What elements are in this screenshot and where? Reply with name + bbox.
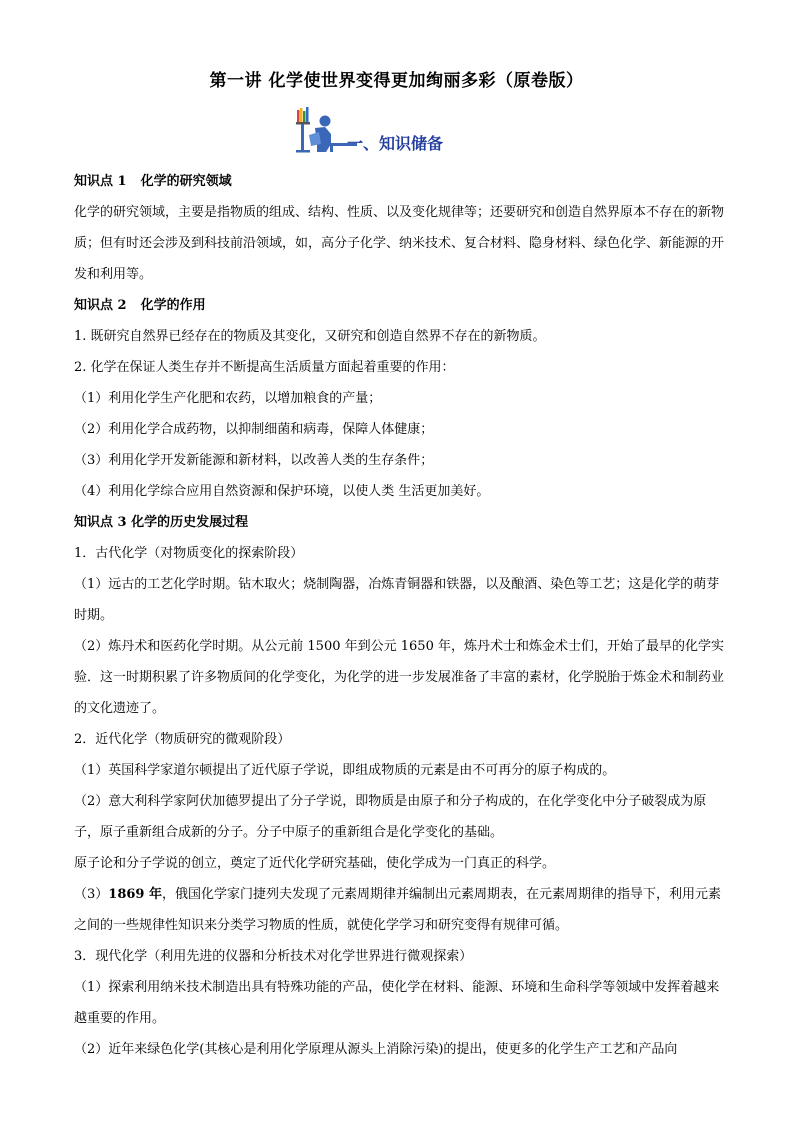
kp3-year: 1869 年 <box>108 887 162 902</box>
kp3-paragraph: （2）意大利科学家阿伏加德罗提出了分子学说，即物质是由原子和分子构成的，在化学变化中分子破裂成为原子，原子重新组合成新的分子。分子中原子的重新组合是化学变化的基础。 <box>74 794 707 840</box>
kp2-number: 知识点 2 <box>74 298 127 313</box>
kp3-paragraph: 1．古代化学（对物质变化的探索阶段） <box>74 546 304 561</box>
kp2-title: 化学的作用 <box>140 298 206 313</box>
section-label: 一、知识储备 <box>347 134 444 153</box>
kp3-paragraph: 2．近代化学（物质研究的微观阶段） <box>74 732 291 747</box>
kp3-p8-prefix: （3） <box>74 887 109 902</box>
kp3-p8-text: ，俄国化学家门捷列夫发现了元素周期律并编制出元素周期表，在元素周期律的指导下，利用元素之间的一些规律性知识来分类学习物质的性质，就使化学学习和研究变得有规律可循。 <box>74 887 722 933</box>
knowledge-point-3-heading: 知识点 3 化学的历史发展过程 <box>74 515 249 530</box>
kp3-paragraph: （1）英国科学家道尔顿提出了近代原子学说，即组成物质的元素是由不可再分的原子构成的。 <box>74 763 616 778</box>
kp3-paragraph <box>74 879 728 941</box>
kp2-item: （4）利用化学综合应用自然资源和保护环境，以使人类 生活更加美好。 <box>74 484 490 499</box>
page-title: 第一讲 化学使世界变得更加绚丽多彩（原卷版） <box>209 71 584 91</box>
kp3-paragraph: （1）探索利用纳米技术制造出具有特殊功能的产品，使化学在材料、能源、环境和生命科学等领域中发挥着越来越重要的作用。 <box>74 980 720 1026</box>
kp2-item: （3）利用化学开发新能源和新材料，以改善人类的生存条件； <box>74 453 434 468</box>
document-body <box>74 166 728 1065</box>
kp3-paragraph: （1）远古的工艺化学时期。钻木取火；烧制陶器，冶炼青铜器和铁器，以及酿酒、染色等工艺；这是化学的萌芽时期。 <box>74 577 720 623</box>
kp3-paragraph: 3．现代化学（利用先进的仪器和分析技术对化学世界进行微观探索） <box>74 949 473 964</box>
kp3-paragraph: （2）近年来绿色化学(其核心是利用化学原理从源头上消除污染)的提出，使更多的化学生产工艺和产品向 <box>74 1042 678 1057</box>
kp2-item: 1. 既研究自然界已经存在的物质及其变化，又研究和创造自然界不存在的新物质。 <box>74 329 546 344</box>
kp1-number: 知识点 1 <box>74 174 127 189</box>
kp1-title: 化学的研究领域 <box>140 174 232 189</box>
kp3-paragraph: （2）炼丹术和医药化学时期。从公元前 1500 年到公元 1650 年，炼丹术士和炼金术士们，开始了最早的化学实验．这一时期积累了许多物质间的化学变化，为化学的进一步发展准备了丰富的素材，化学脱胎于炼金术和制药业的文化遗迹了。 <box>74 639 725 716</box>
kp1-paragraph: 化学的研究领域，主要是指物质的组成、结构、性质、以及变化规律等；还要研究和创造自然界原本不存在的新物质；但有时还会涉及到科技前沿领域，如，高分子化学、纳米技术、复合材料、隐身材料、绿色化学、新能源的开发和利用等。 <box>74 205 725 282</box>
kp3-paragraph: 原子论和分子学说的创立，奠定了近代化学研究基础，使化学成为一门真正的科学。 <box>74 856 556 871</box>
knowledge-point-2-heading <box>74 290 728 321</box>
knowledge-point-1-heading <box>74 166 728 197</box>
kp2-item: （1）利用化学生产化肥和农药，以增加粮食的产量； <box>74 391 382 406</box>
kp2-item: （2）利用化学合成药物，以抑制细菌和病毒，保障人体健康； <box>74 422 434 437</box>
kp2-item: 2. 化学在保证人类生存并不断提高生活质量方面起着重要的作用： <box>74 360 455 375</box>
